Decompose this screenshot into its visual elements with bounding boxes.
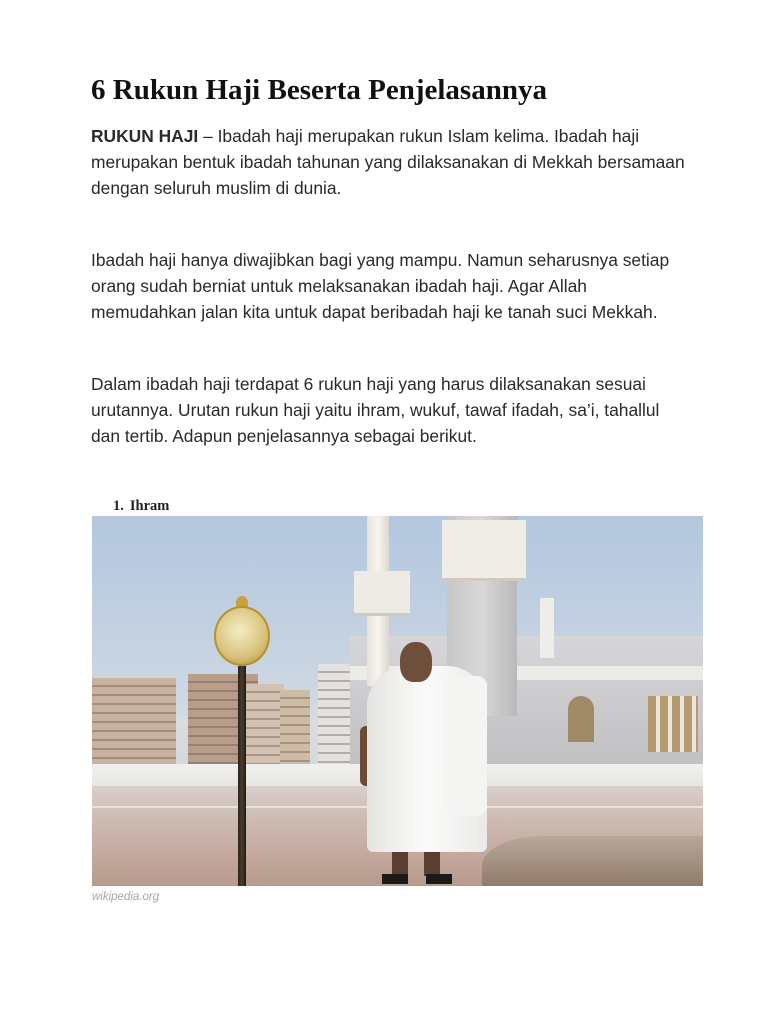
photo-building xyxy=(280,690,310,772)
intro-paragraph-text: – Ibadah haji merupakan rukun Islam kelima. Ibadah haji merupakan bentuk ibadah tahunan yang dilaksanakan di Mekkah bersamaan dengan seluruh muslim di dunia. xyxy=(91,126,685,198)
photo-minaret-small xyxy=(540,598,554,658)
photo-minaret-balcony xyxy=(442,520,526,581)
photo-marble-step xyxy=(482,836,703,886)
photo-lamp-pole xyxy=(238,666,246,886)
rukun-order-paragraph: Dalam ibadah haji terdapat 6 rukun haji yang harus dilaksanakan sesuai urutannya. Urutan rukun haji yaitu ihram, wukuf, tawaf ifadah, sa’i, tahallul dan tertib. Adapun penjelasannya sebagai berikut. xyxy=(91,374,660,446)
photo-building xyxy=(242,684,284,772)
photo-lamp-globe xyxy=(214,606,270,666)
photo-mosque-door xyxy=(568,696,594,742)
intro-lead-term: RUKUN HAJI xyxy=(91,126,199,146)
photo-person-legs xyxy=(392,852,440,876)
list-item-title: Ihram xyxy=(129,498,170,514)
article-title: 6 Rukun Haji Beserta Penjelasannya xyxy=(91,74,547,106)
photo-minaret-balcony xyxy=(354,571,410,616)
photo-caption: wikipedia.org xyxy=(92,891,160,903)
ihram-photo xyxy=(92,516,703,886)
photo-building xyxy=(318,664,352,772)
list-item-ihram-heading xyxy=(113,497,169,515)
photo-mosque-arches xyxy=(648,696,698,752)
list-item-number: 1. xyxy=(113,498,124,514)
photo-person-shoes xyxy=(382,874,452,884)
obligation-paragraph: Ibadah haji hanya diwajibkan bagi yang mampu. Namun seharusnya setiap orang sudah berniat untuk melaksanakan ibadah haji. Agar Allah memudahkan jalan kita untuk dapat beribadah haji ke tanah suci Mekkah. xyxy=(91,250,670,322)
photo-person-head xyxy=(400,642,432,682)
intro-paragraph xyxy=(91,123,691,201)
photo-building xyxy=(92,678,176,772)
photo-person-cloth xyxy=(447,676,487,816)
